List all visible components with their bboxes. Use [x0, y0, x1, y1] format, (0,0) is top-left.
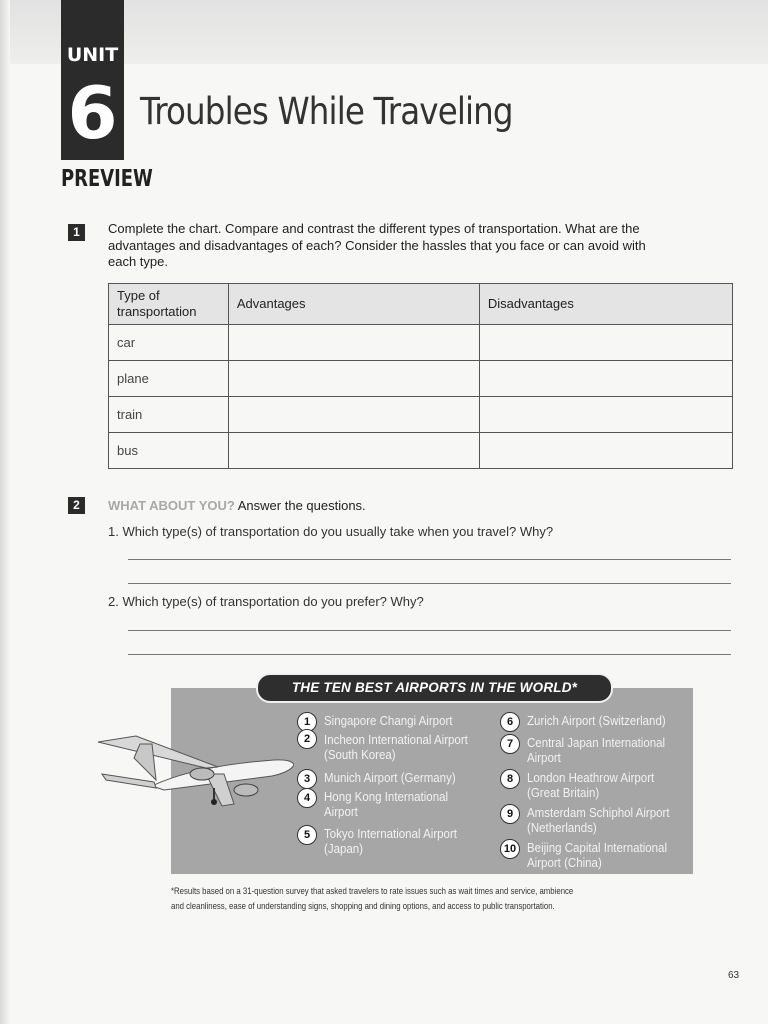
page-number: 63	[728, 970, 740, 981]
survey-footnote: *Results based on a 31-question survey that asked travelers to rate issues such as wait times and service, ambience and cleanliness, ease of understanding signs, shopping and dining options, and access to public transportation.	[171, 886, 574, 912]
airport-name: Amsterdam Schiphol Airport (Netherlands)	[527, 806, 670, 835]
answer-line[interactable]	[128, 559, 731, 560]
row-type: train	[109, 397, 229, 433]
chart-header-row	[109, 284, 733, 325]
rank-badge: 2	[297, 729, 317, 749]
table-row	[109, 433, 733, 469]
disadvantages-cell[interactable]	[479, 325, 732, 361]
answer-line[interactable]	[128, 583, 731, 584]
what-about-you-tag: WHAT ABOUT YOU?	[108, 498, 235, 513]
advantages-cell[interactable]	[228, 361, 479, 397]
answer-line[interactable]	[128, 630, 731, 631]
rank-badge: 1	[297, 712, 317, 732]
row-type: plane	[109, 361, 229, 397]
airplane-illustration	[94, 730, 294, 810]
rank-badge: 10	[500, 839, 520, 859]
exercise-2-instruction: Answer the questions.	[237, 498, 366, 513]
transportation-chart	[108, 283, 733, 469]
section-heading: PREVIEW	[61, 166, 153, 192]
table-row	[109, 361, 733, 397]
airports-banner: THE TEN BEST AIRPORTS IN THE WORLD*	[256, 673, 613, 703]
airport-name: Hong Kong International Airport	[324, 790, 449, 819]
rank-badge: 5	[297, 825, 317, 845]
rank-badge: 6	[500, 712, 520, 732]
answer-line[interactable]	[128, 654, 731, 655]
airport-name: Singapore Changi Airport	[324, 714, 453, 728]
airplane-icon	[98, 736, 294, 806]
advantages-cell[interactable]	[228, 325, 479, 361]
airport-name: Zurich Airport (Switzerland)	[527, 714, 666, 728]
exercise-2-instruction-line	[108, 498, 366, 513]
rank-badge: 7	[500, 734, 520, 754]
rank-badge: 8	[500, 769, 520, 789]
rank-badge: 9	[500, 804, 520, 824]
disadvantages-cell[interactable]	[479, 397, 732, 433]
disadvantages-cell[interactable]	[479, 361, 732, 397]
airport-name: Incheon International Airport (South Korea)	[324, 733, 468, 762]
disadvantages-cell[interactable]	[479, 433, 732, 469]
airport-name: Tokyo International Airport (Japan)	[324, 827, 457, 856]
page-gutter-shade	[0, 0, 10, 1024]
airport-name: Beijing Capital International Airport (China)	[527, 841, 668, 870]
header-advantages: Advantages	[228, 284, 479, 325]
unit-number: 6	[67, 71, 118, 155]
advantages-cell[interactable]	[228, 397, 479, 433]
exercise-2-number: 2	[68, 497, 85, 514]
advantages-cell[interactable]	[228, 433, 479, 469]
header-type: Type of transportation	[109, 284, 229, 325]
airport-name: Munich Airport (Germany)	[324, 771, 456, 785]
unit-badge	[61, 0, 124, 160]
exercise-1-instruction: Complete the chart. Compare and contrast the different types of transportation. What are the advantages and disadvantages of each? Consider the hassles that you face or can avoid with each type.	[108, 221, 646, 269]
rank-badge: 3	[297, 769, 317, 789]
unit-label: UNIT	[66, 44, 119, 66]
header-disadvantages: Disadvantages	[479, 284, 732, 325]
table-row	[109, 397, 733, 433]
table-row	[109, 325, 733, 361]
airport-name: Central Japan International Airport	[527, 736, 666, 765]
rank-badge: 4	[297, 788, 317, 808]
row-type: bus	[109, 433, 229, 469]
exercise-1-number: 1	[68, 224, 85, 241]
question-1: 1. Which type(s) of transportation do you usually take when you travel? Why?	[108, 524, 554, 539]
airport-name: London Heathrow Airport (Great Britain)	[527, 771, 655, 800]
page-title: Troubles While Traveling	[140, 90, 513, 133]
row-type: car	[109, 325, 229, 361]
question-2: 2. Which type(s) of transportation do you prefer? Why?	[108, 594, 424, 609]
